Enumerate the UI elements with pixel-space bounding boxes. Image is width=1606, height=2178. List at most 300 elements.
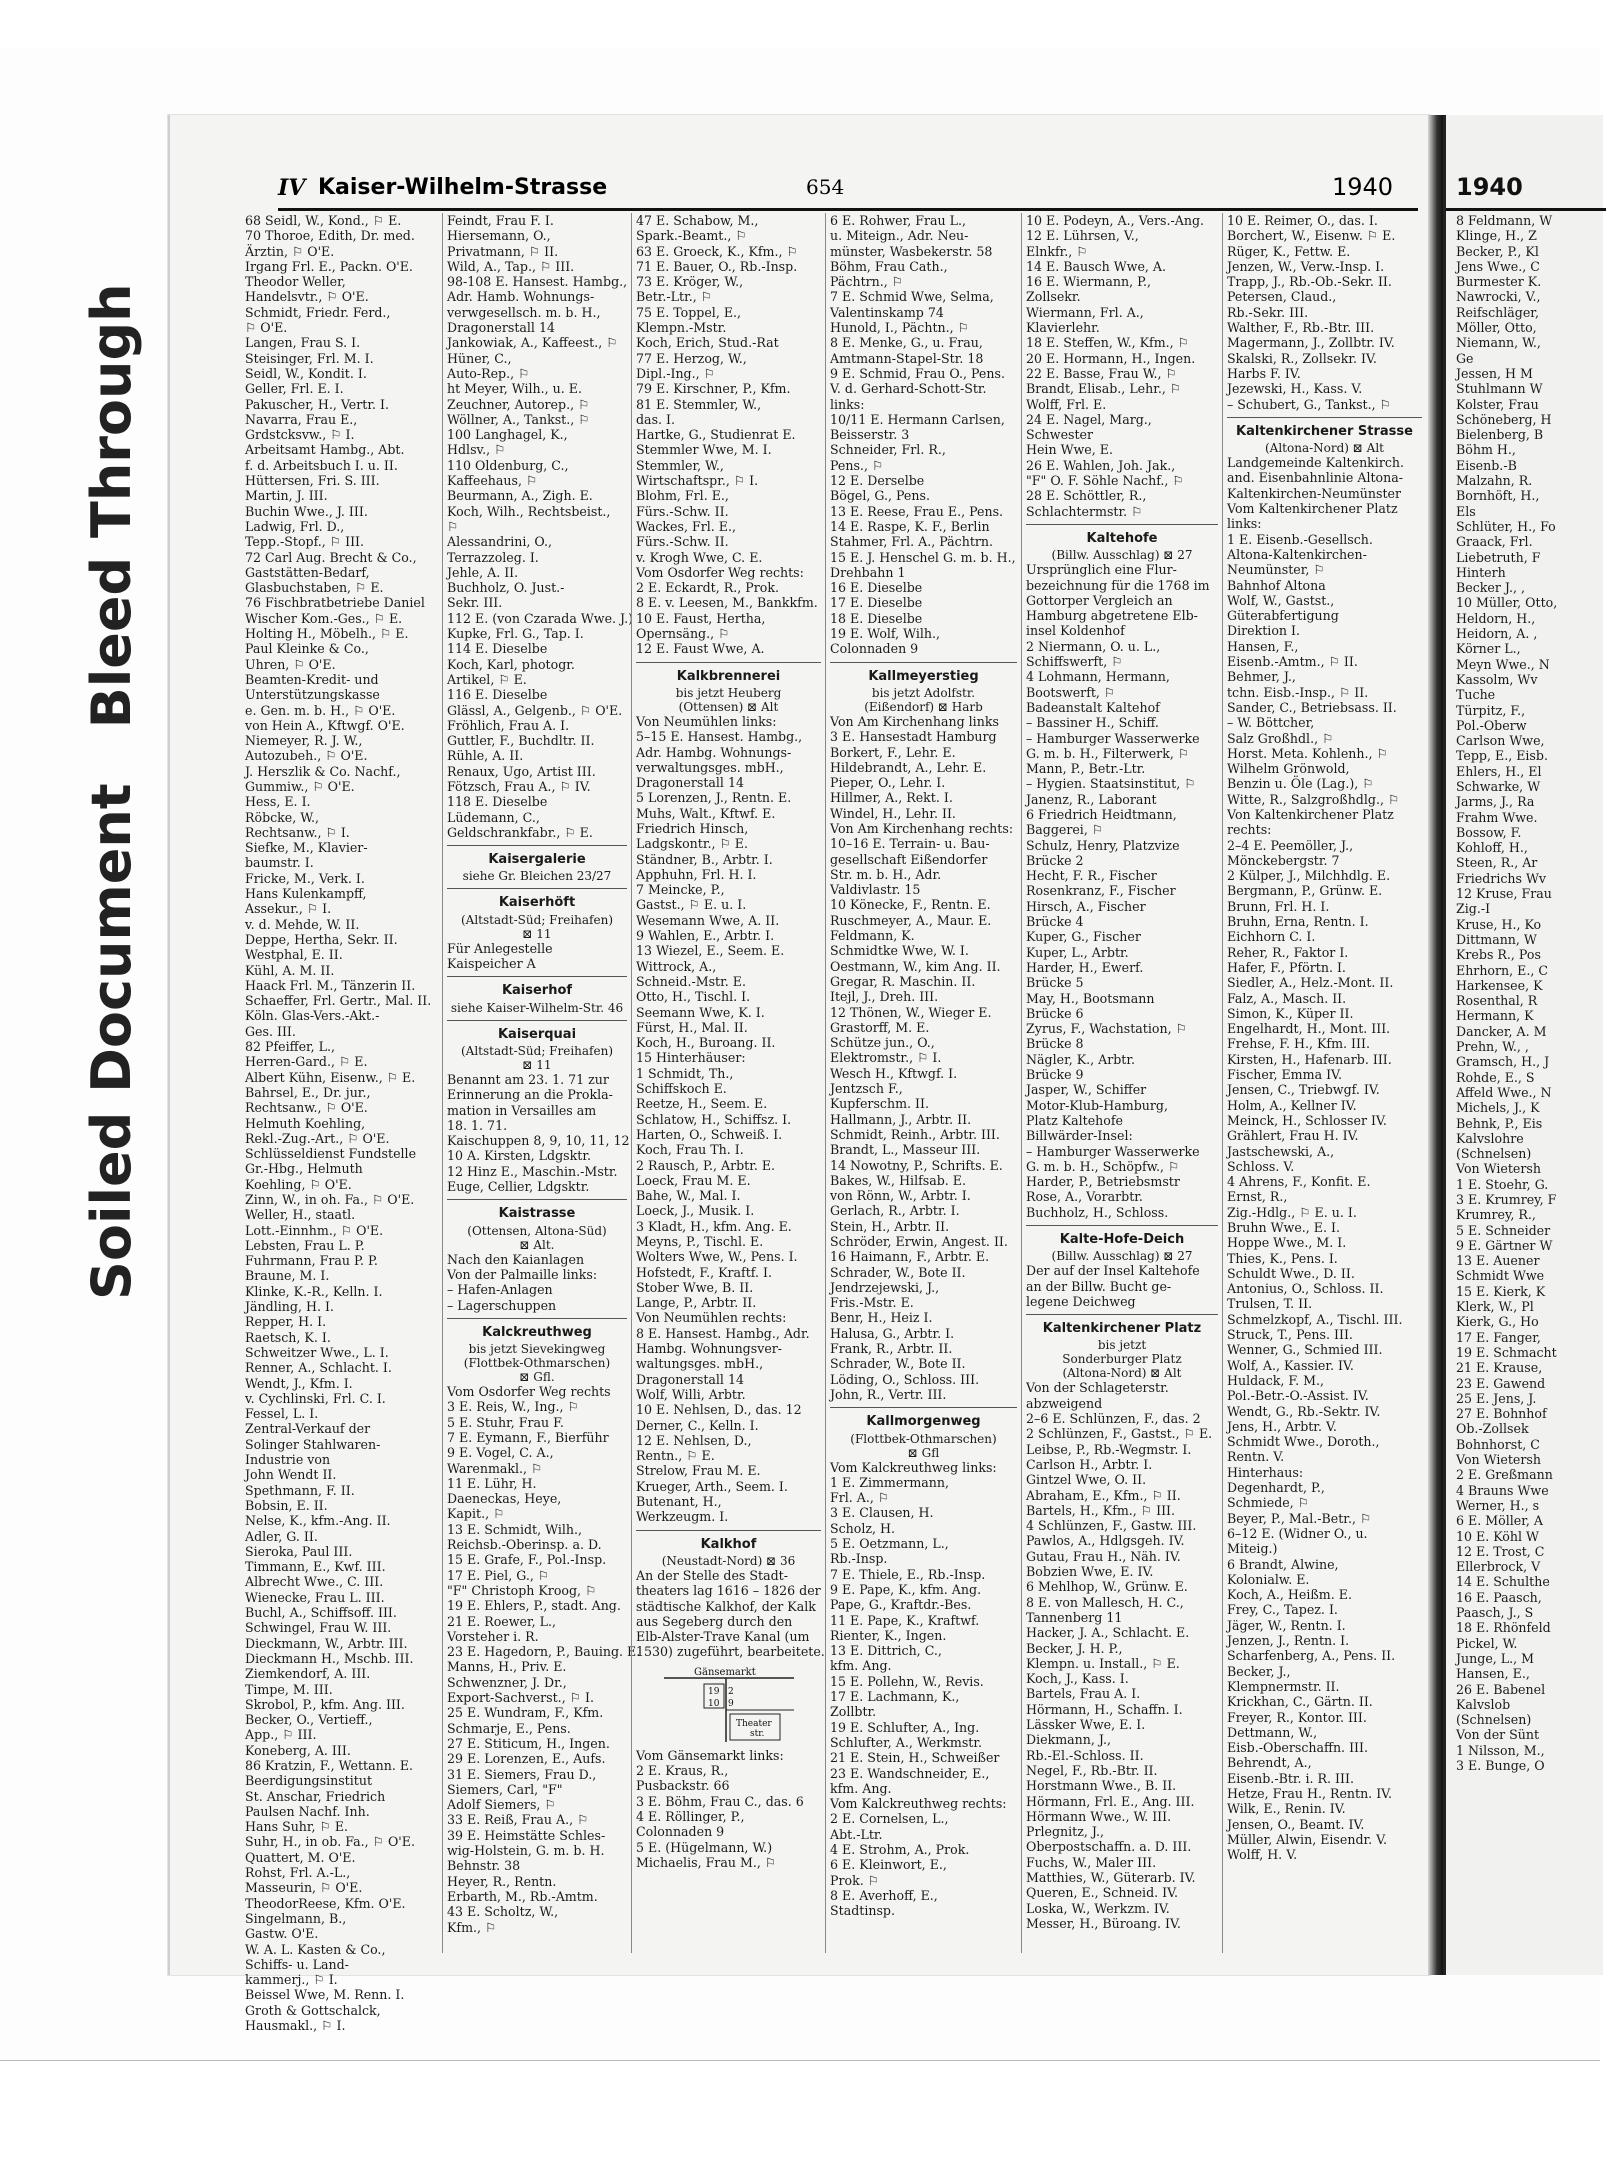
directory-entry: Bakes, W., Hilfsab. E.: [830, 1172, 967, 1188]
adjacent-page-entry: 3 E. Bunge, O: [1456, 1757, 1545, 1773]
directory-entry: Helmuth Koehling,: [245, 1115, 366, 1131]
directory-entry: Frey, C., Tapez. I.: [1227, 1602, 1338, 1618]
directory-entry: Hein Wwe, E.: [1026, 442, 1113, 458]
directory-entry: 13 E. Dittrich, C.,: [830, 1643, 942, 1659]
directory-entry: 13 E. Schmidt, Wilh.,: [447, 1521, 583, 1537]
directory-entry: Suhr, H., in ob. Fa., ⚐ O'E.: [245, 1834, 415, 1850]
directory-entry: Vom Kaltenkirchener Platz: [1227, 501, 1398, 517]
directory-entry: Rose, A., Vorarbtr.: [1026, 1189, 1143, 1205]
directory-entry: Direktion I.: [1227, 623, 1300, 639]
directory-entry: Behmer, J.,: [1227, 669, 1296, 685]
directory-entry: Kaischuppen 8, 9, 10, 11, 12: [447, 1133, 630, 1149]
directory-entry: kammerj., ⚐ I.: [245, 1972, 338, 1988]
directory-entry: Koneberg, A. III.: [245, 1742, 351, 1758]
adjacent-page-entry: Schwarke, W: [1456, 778, 1541, 794]
directory-entry: 43 E. Scholtz, W.,: [447, 1904, 559, 1920]
directory-entry: Gaststätten-Bedarf,: [245, 564, 370, 580]
directory-entry: Von der Palmaille links:: [447, 1266, 598, 1282]
directory-entry: Langen, Frau S. I.: [245, 335, 361, 351]
street-heading: Kaltenkirchener Strasse: [1227, 417, 1422, 439]
directory-entry: 79 E. Kirschner, P., Kfm.: [636, 381, 791, 397]
directory-entry: Timmann, E., Kwf. III.: [245, 1559, 386, 1575]
directory-entry: and. Eisenbahnlinie Altona-: [1227, 470, 1404, 486]
directory-entry: Trapp, J., Rb.-Ob.-Sekr. II.: [1227, 274, 1392, 290]
directory-entry: Zinn, W., in oh. Fa., ⚐ O'E.: [245, 1192, 415, 1207]
directory-entry: Benzin u. Öle (Lag.), ⚐: [1227, 776, 1374, 792]
directory-entry: Hecht, F. R., Fischer: [1026, 868, 1157, 884]
directory-entry: 12 E. Derselbe: [830, 473, 925, 489]
directory-entry: Hans Suhr, ⚐ E.: [245, 1819, 349, 1835]
directory-entry: Blohm, Frl. E.,: [636, 488, 729, 504]
directory-entry: Hofstedt, F., Kraftf. I.: [636, 1264, 772, 1280]
adjacent-page-entry: 9 E. Gärtner W: [1456, 1237, 1553, 1253]
directory-entry: Jenzen, J., Rentn. I.: [1227, 1633, 1350, 1649]
directory-entry: John Wendt II.: [245, 1467, 337, 1483]
adjacent-page-entry: Körner L.,: [1456, 641, 1521, 657]
directory-entry: 17 E. Dieselbe: [830, 595, 923, 611]
adjacent-page-entry: Von der Sünt: [1456, 1727, 1540, 1743]
book-gutter: [1428, 115, 1443, 1975]
directory-entry: Eichhorn C. I.: [1227, 929, 1316, 945]
adjacent-page-entry: Friedrichs Wv: [1456, 870, 1547, 886]
directory-entry: 9 E. Vogel, C. A.,: [447, 1445, 554, 1461]
adjacent-page-entry: Klerk, W., Pl: [1456, 1299, 1534, 1315]
directory-entry: Pens., ⚐: [830, 457, 884, 473]
directory-entry: Becker, J. H. P.,: [1026, 1640, 1123, 1656]
directory-entry: Wolff, Frl. E.: [1026, 396, 1107, 412]
directory-entry: – Hamburger Wasserwerke: [1026, 1143, 1200, 1159]
directory-entry: Wilhelm Grönwold,: [1227, 761, 1350, 777]
column-1: [245, 213, 437, 2034]
directory-entry: Loska, W., Werkzm. IV.: [1026, 1900, 1170, 1916]
street-subheading: bis jetzt Adolfstr.: [871, 685, 976, 700]
directory-entry: Industrie von: [245, 1452, 331, 1468]
directory-entry: Seemann Wwe, K. I.: [636, 1004, 765, 1020]
directory-entry: Grählert, Frau H. IV.: [1227, 1128, 1359, 1144]
directory-entry: von Hein A., Kftwgf. O'E.: [245, 717, 405, 733]
directory-entry: kfm. Ang.: [830, 1658, 892, 1674]
directory-entry: 7 Meincke, P.,: [636, 882, 725, 898]
directory-entry: Rechtsanw., ⚐ O'E.: [245, 1100, 368, 1116]
directory-entry: Simon, K., Küper II.: [1227, 1005, 1354, 1021]
adjacent-page-entry: Heidorn, A. ,: [1456, 626, 1538, 642]
column-divider: [631, 213, 632, 1953]
directory-entry: Stober Wwe, B. II.: [636, 1279, 754, 1295]
directory-entry: – Hamburger Wasserwerke: [1026, 730, 1200, 746]
directory-entry: Borkert, F., Lehr. E.: [830, 744, 956, 760]
directory-entry: Hoppe Wwe., M. I.: [1227, 1235, 1347, 1251]
directory-entry: 17 E. Lachmann, K.,: [830, 1689, 960, 1705]
directory-entry: Hacker, J. A., Schlacht. E.: [1026, 1625, 1190, 1641]
adjacent-page-entry: Meyn Wwe., N: [1456, 656, 1550, 672]
directory-entry: 70 Thoroe, Edith, Dr. med.: [245, 228, 415, 244]
directory-entry: Rüger, K., Fettw. E.: [1227, 243, 1351, 259]
directory-entry: Hiersemann, O.,: [447, 228, 551, 244]
adjacent-page-entry: Eisenb.-B: [1456, 457, 1517, 473]
directory-entry: waltungsges. mbH.,: [636, 1356, 764, 1372]
directory-entry: Schmiede, ⚐: [1227, 1495, 1310, 1511]
directory-entry: Klempn.-Mstr.: [636, 320, 727, 336]
directory-entry: Wolff, H. V.: [1227, 1847, 1298, 1863]
directory-entry: Janenz, R., Laborant: [1026, 791, 1157, 807]
adjacent-page-edge: [1443, 115, 1603, 1975]
directory-entry: Renner, A., Schlacht. I.: [245, 1360, 392, 1376]
adjacent-page-entry: 14 E. Schulthe: [1456, 1574, 1550, 1590]
directory-entry: Wittrock, A.,: [636, 958, 717, 974]
street-heading: Kaltehofe: [1026, 524, 1218, 546]
directory-entry: Windel, H., Lehr. II.: [830, 805, 956, 821]
directory-entry: Haack Frl. M., Tänzerin II.: [245, 977, 416, 993]
directory-entry: Klinke, K.-R., Kelln. I.: [245, 1283, 383, 1299]
directory-entry: Motor-Klub-Hamburg,: [1026, 1097, 1168, 1113]
directory-entry: Warenmakl., ⚐: [447, 1460, 543, 1476]
directory-entry: 10 E. Nehlsen, D., das. 12: [636, 1402, 802, 1418]
adjacent-page-entry: Schöneberg, H: [1456, 411, 1552, 427]
adjacent-page-entry: Dittmann, W: [1456, 931, 1537, 947]
directory-entry: Paulsen Nachf. Inh.: [245, 1803, 370, 1819]
directory-entry: Erinnerung an die Prokla-: [447, 1087, 613, 1103]
directory-entry: Behrendt, A.,: [1227, 1755, 1312, 1771]
directory-entry: Pawlos, A., Hdlgsgeh. IV.: [1026, 1533, 1185, 1549]
adjacent-page-entry: Tuche: [1456, 687, 1496, 703]
directory-entry: Masseurin, ⚐ O'E.: [245, 1880, 363, 1896]
directory-entry: Rekl.-Zug.-Art., ⚐ O'E.: [245, 1130, 390, 1146]
adjacent-page-entry: Von Wietersh: [1456, 1452, 1541, 1468]
directory-entry: Ruschmeyer, A., Maur. E.: [830, 912, 992, 928]
directory-entry: Lebsten, Frau L. P.: [245, 1237, 365, 1253]
street-subheading: (Ottensen, Altona-Süd): [467, 1223, 607, 1238]
map-label-number: 9: [727, 1698, 734, 1709]
directory-entry: Vom Osdorfer Weg rechts:: [636, 564, 804, 580]
adjacent-page-entry: Bielenberg, B: [1456, 427, 1544, 443]
directory-entry: Brücke 5: [1026, 975, 1084, 991]
directory-entry: 76 Fischbratbetriebe Daniel: [245, 595, 425, 611]
directory-entry: Badeanstalt Kaltehof: [1026, 699, 1160, 715]
directory-entry: Meyns, P., Tischl. E.: [636, 1234, 764, 1249]
directory-entry: Fürs.-Schw. II.: [636, 503, 729, 519]
adjacent-page-entry: Gramsch, H., J: [1456, 1054, 1550, 1070]
directory-entry: Ges. III.: [245, 1023, 296, 1039]
directory-entry: Rechtsanw., ⚐ I.: [245, 824, 350, 840]
directory-entry: Navarra, Frau E.,: [245, 411, 358, 427]
directory-entry: Eisb.-Oberschaffn. III.: [1227, 1740, 1368, 1756]
street-subheading: (Neustadt-Nord) ⊠ 36: [661, 1553, 796, 1568]
directory-entry: 23 E. Hagedorn, P., Bauing. E.: [447, 1644, 641, 1660]
street-subheading: siehe Kaiser-Wilhelm-Str. 46: [450, 1000, 624, 1015]
directory-entry: 10 Könecke, F., Rentn. E.: [830, 897, 991, 913]
directory-entry: Ladwig, Frl. D.,: [245, 518, 345, 534]
adjacent-page-entry: Ob.-Zollsek: [1456, 1421, 1529, 1437]
header-rule: [278, 208, 1418, 211]
directory-entry: 29 E. Lorenzen, E., Aufs.: [447, 1751, 606, 1767]
directory-entry: Löding, O., Schloss. III.: [830, 1371, 980, 1387]
directory-entry: legene Deichweg: [1026, 1293, 1136, 1309]
directory-entry: 110 Oldenburg, C.,: [447, 457, 569, 473]
directory-entry: Handelsvtr., ⚐ O'E.: [245, 289, 369, 305]
directory-entry: 12 E. Faust Wwe, A.: [636, 641, 765, 657]
directory-entry: ⚐: [447, 518, 459, 534]
directory-entry: Wesch H., Kftwgf. I.: [830, 1065, 958, 1081]
adjacent-page-entry: Klinge, H., Z: [1456, 228, 1537, 244]
directory-entry: Sekr. III.: [447, 595, 503, 611]
directory-entry: 6 E. Kleinwort, E.,: [830, 1857, 947, 1873]
directory-entry: Kühl, A. M. II.: [245, 962, 335, 978]
street-heading: Kallmeyerstieg: [830, 662, 1017, 684]
column-divider: [1222, 213, 1223, 1953]
adjacent-page-entry: Jens Wwe., C: [1456, 258, 1540, 274]
directory-entry: 11 E. Pape, K., Kraftwf.: [830, 1612, 980, 1628]
adjacent-page-entry: Ge: [1456, 350, 1474, 366]
directory-entry: G. m. b. H., Schöpfw., ⚐: [1026, 1158, 1180, 1174]
bottom-margin: [0, 2060, 1600, 2178]
directory-entry: Kaffeehaus, ⚐: [447, 473, 538, 489]
adjacent-page-entry: Prehn, W., ,: [1456, 1039, 1529, 1055]
street-subheading: bis jetzt: [1097, 1338, 1147, 1353]
directory-entry: Vom Kalckreuthweg links:: [830, 1459, 997, 1475]
directory-entry: an der Billw. Bucht ge-: [1026, 1278, 1172, 1294]
directory-entry: Hallmann, J., Arbtr. II.: [830, 1111, 972, 1127]
directory-entry: Rienter, K., Ingen.: [830, 1627, 947, 1643]
directory-entry: Wolf, Willi, Arbtr.: [636, 1386, 746, 1402]
directory-entry: Salz Großhdl., ⚐: [1227, 730, 1334, 746]
directory-entry: Brücke 6: [1026, 1005, 1084, 1021]
directory-entry: Koch, J., Kass. I.: [1026, 1671, 1129, 1687]
directory-entry: 1 E. Eisenb.-Gesellsch.: [1227, 531, 1373, 547]
adjacent-page-entry: 16 E. Paasch,: [1456, 1589, 1542, 1605]
directory-entry: Leibse, P., Rb.-Wegmstr. I.: [1026, 1441, 1192, 1457]
directory-entry: – W. Böttcher,: [1227, 715, 1315, 731]
directory-entry: Pol.-Betr.-O.-Assist. IV.: [1227, 1388, 1369, 1404]
adjacent-page-entry: Heldorn, H.,: [1456, 610, 1536, 626]
street-heading: Kaiserquai: [447, 1020, 627, 1042]
directory-entry: Von Am Kirchenhang links: [830, 713, 999, 729]
directory-entry: Jäger, W., Rentn. I.: [1227, 1617, 1346, 1633]
adjacent-page-entry: Ehrhorn, E., C: [1456, 962, 1548, 978]
directory-entry: Hamburg abgetretene Elb-: [1026, 608, 1198, 624]
directory-entry: 14 Nowotny, P., Schrifts. E.: [830, 1157, 1003, 1173]
directory-entry: 18. 1. 71.: [447, 1117, 508, 1133]
directory-entry: Glasbuchstaben, ⚐ E.: [245, 580, 384, 596]
directory-entry: Spark.-Beamt., ⚐: [636, 228, 747, 244]
directory-entry: Hafer, F., Pförtn. I.: [1227, 959, 1346, 975]
directory-entry: Rühle, A. II.: [447, 748, 524, 764]
directory-entry: Erbarth, M., Rb.-Amtm.: [447, 1888, 598, 1904]
directory-entry: 15 Hinterhäuser:: [636, 1050, 746, 1066]
directory-entry: TheodorReese, Kfm. O'E.: [245, 1895, 406, 1911]
directory-entry: Drehbahn 1: [830, 564, 906, 580]
adjacent-page-entry: Affeld Wwe., N: [1456, 1084, 1552, 1100]
directory-entry: 10/11 E. Hermann Carlsen,: [830, 411, 1005, 427]
directory-entry: Trulsen, T. II.: [1227, 1296, 1313, 1312]
directory-entry: Beissel Wwe, M. Renn. I.: [245, 1987, 405, 2003]
directory-entry: von Rönn, W., Arbtr. I.: [830, 1188, 971, 1204]
directory-entry: rechts:: [1227, 822, 1272, 838]
directory-entry: Rb.-Insp.: [830, 1551, 888, 1567]
adjacent-page-entry: Pickel, W.: [1456, 1635, 1518, 1651]
directory-entry: Becker, J.,: [1227, 1663, 1291, 1679]
directory-entry: Klempn. u. Install., ⚐ E.: [1026, 1655, 1180, 1671]
directory-entry: Repper, H. I.: [245, 1314, 327, 1330]
directory-entry: Beisserstr. 3: [830, 427, 910, 443]
directory-entry: Feindt, Frau F. I.: [447, 213, 554, 228]
directory-entry: Zollsekr.: [1026, 289, 1081, 305]
directory-entry: Rosenkranz, F., Fischer: [1026, 883, 1176, 899]
directory-entry: Bahe, W., Mal. I.: [636, 1188, 741, 1204]
adjacent-page-entry: Bornhöft, H.,: [1456, 488, 1540, 504]
directory-entry: Bahnhof Altona: [1227, 577, 1326, 593]
directory-entry: Fürst, H., Mal. II.: [636, 1019, 748, 1035]
column-divider: [442, 213, 443, 1953]
directory-entry: Timpe, M. III.: [245, 1681, 333, 1697]
directory-entry: Tannenberg 11: [1026, 1609, 1123, 1625]
directory-entry: 2–6 E. Schlünzen, F., das. 2: [1026, 1411, 1201, 1427]
directory-entry: Kuper, G., Fischer: [1026, 929, 1141, 945]
directory-entry: Oberpostschaffn. a. D. III.: [1026, 1839, 1192, 1855]
directory-entry: Valentinskamp 74: [830, 304, 944, 320]
directory-entry: Platz Kaltehofe: [1026, 1112, 1123, 1128]
directory-entry: Von Neumühlen rechts:: [636, 1310, 787, 1326]
directory-entry: Abt.-Ltr.: [830, 1826, 883, 1842]
directory-entry: 15 E. J. Henschel G. m. b. H.,: [830, 549, 1016, 565]
directory-entry: Autozubeh., ⚐ O'E.: [245, 748, 368, 764]
directory-entry: St. Anschar, Friedrich: [245, 1788, 386, 1804]
directory-entry: 10 E. Reimer, O., das. I.: [1227, 213, 1378, 228]
directory-entry: städtische Kalkhof, der Kalk: [636, 1598, 816, 1614]
directory-entry: Ladgskontr., ⚐ E.: [636, 836, 748, 852]
directory-entry: V. d. Gerhard-Schott-Str.: [830, 381, 987, 397]
adjacent-page-entry: Krumrey, R.,: [1456, 1207, 1536, 1223]
directory-entry: Michaelis, Frau M., ⚐: [636, 1854, 777, 1870]
directory-entry: 75 E. Toppel, E.,: [636, 304, 742, 320]
directory-entry: verwaltungsges. mbH.,: [636, 759, 784, 775]
directory-entry: Beyer, P., Mal.-Betr., ⚐: [1227, 1510, 1372, 1526]
directory-entry: Assekur., ⚐ I.: [245, 901, 332, 917]
directory-entry: Gastst., ⚐ E. u. I.: [636, 897, 747, 913]
directory-entry: Albert Kühn, Eisenw., ⚐ E.: [245, 1069, 416, 1085]
street-heading: Kalckreuthweg: [447, 1318, 627, 1340]
directory-entry: Martin, J. III.: [245, 488, 328, 504]
directory-entry: 3 Kladt, H., kfm. Ang. E.: [636, 1218, 792, 1234]
adjacent-page-entry: Michels, J., K: [1456, 1100, 1540, 1116]
directory-entry: Grdstcksvw., ⚐ I.: [245, 427, 355, 443]
directory-entry: Koch, A., Heißm. E.: [1227, 1587, 1352, 1603]
adjacent-page-entry: Paasch, J., S: [1456, 1605, 1534, 1621]
directory-entry: Schwingel, Frau W. III.: [245, 1620, 392, 1636]
directory-entry: May, H., Bootsmann: [1026, 990, 1155, 1006]
directory-entry: Kfm., ⚐: [447, 1919, 497, 1935]
street-subheading: bis jetzt Sievekingweg: [468, 1342, 606, 1357]
directory-entry: 9 E. Schmid, Frau O., Pens.: [830, 365, 1005, 381]
directory-entry: 4 Schlünzen, F., Gastw. III.: [1026, 1518, 1197, 1534]
directory-entry: Schneid.-Mstr. E.: [636, 973, 746, 989]
directory-entry: 10 E. Podeyn, A., Vers.-Ang.: [1026, 213, 1205, 228]
directory-entry: Elektromstr., ⚐ I.: [830, 1050, 942, 1066]
street-heading: Kaiserhöft: [447, 888, 627, 910]
adjacent-page-entry: 18 E. Rhönfeld: [1456, 1620, 1551, 1636]
directory-entry: 3 E. Böhm, Frau C., das. 6: [636, 1793, 804, 1809]
directory-entry: Fessel, L. I.: [245, 1406, 319, 1422]
directory-entry: Schlüsseldienst Fundstelle: [245, 1146, 417, 1162]
adjacent-page-entry: 17 E. Fanger,: [1456, 1329, 1541, 1345]
street-heading: Kallmorgenweg: [830, 1407, 1017, 1429]
directory-entry: Holm, A., Kellner IV.: [1227, 1097, 1357, 1113]
directory-entry: Ursprünglich eine Flur-: [1026, 562, 1177, 578]
directory-entry: Jasper, W., Schiffer: [1026, 1082, 1147, 1098]
directory-entry: Schlachtermstr. ⚐: [1026, 503, 1143, 519]
directory-entry: Hansen, F.,: [1227, 638, 1299, 654]
directory-entry: Schütze jun., O.,: [830, 1035, 935, 1051]
directory-entry: Von der Schlageterstr.: [1026, 1380, 1169, 1396]
directory-entry: Halusa, G., Arbtr. I.: [830, 1325, 955, 1341]
directory-entry: Baggerei, ⚐: [1026, 822, 1104, 838]
adjacent-page-entry: Jarms, J., Ra: [1456, 794, 1535, 810]
directory-entry: Bahrsel, E., Dr. jur.,: [245, 1084, 371, 1100]
directory-entry: ht Meyer, Wilh., u. E.: [447, 381, 582, 397]
directory-entry: Loeck, J., Musik. I.: [636, 1203, 755, 1219]
directory-entry: Vom Gänsemarkt links:: [636, 1747, 784, 1763]
directory-entry: Werkzeugm. I.: [636, 1509, 729, 1525]
directory-entry: 15 E. Grafe, F., Pol.-Insp.: [447, 1552, 607, 1568]
map-label-gaensemarkt: Gänsemarkt: [693, 1666, 756, 1678]
directory-entry: Gregar, R. Maschin. II.: [830, 973, 976, 989]
directory-entry: Schiffskoch E.: [636, 1081, 727, 1097]
directory-entry: Wendt, J., Kfm. I.: [245, 1375, 353, 1391]
directory-entry: Fötzsch, Frau A., ⚐ IV.: [447, 778, 591, 794]
directory-entry: 33 E. Reiß, Frau A., ⚐: [447, 1812, 589, 1828]
adjacent-page-entry: 10 E. Köhl W: [1456, 1528, 1539, 1544]
directory-entry: 118 E. Dieselbe: [447, 794, 548, 810]
directory-entry: Billwärder-Insel:: [1026, 1128, 1133, 1144]
directory-entry: Altona-Kaltenkirchen-: [1227, 546, 1367, 562]
directory-entry: Schröder, Erwin, Angest. II.: [830, 1234, 1008, 1249]
directory-entry: Vorsteher i. R.: [447, 1628, 539, 1644]
directory-entry: Nelse, K., kfm.-Ang. II.: [245, 1513, 391, 1529]
directory-entry: 2 Schlünzen, F., Gastst., ⚐ E.: [1026, 1426, 1213, 1442]
directory-entry: 1530) zugeführt, bearbeitete.: [636, 1644, 825, 1660]
directory-entry: Jändling, H. I.: [245, 1299, 334, 1315]
directory-entry: Amtmann-Stapel-Str. 18: [830, 350, 984, 366]
directory-entry: 19 E. Schlufter, A., Ing.: [830, 1719, 980, 1735]
directory-entry: Gastw. O'E.: [245, 1926, 319, 1942]
directory-entry: – Hafen-Anlagen: [447, 1282, 553, 1298]
directory-entry: Struck, T., Pens. III.: [1227, 1327, 1353, 1343]
directory-entry: Hans Kulenkampff,: [245, 886, 367, 902]
directory-entry: Lott.-Einnhm., ⚐ O'E.: [245, 1222, 384, 1238]
adjacent-page-entry: Burmester K.: [1456, 274, 1542, 290]
directory-entry: Brücke 2: [1026, 852, 1084, 868]
directory-entry: Brandt, L., Masseur III.: [830, 1142, 981, 1158]
directory-entry: Von Neumühlen links:: [636, 713, 777, 729]
adjacent-page-entry: Kalvslohre: [1456, 1130, 1524, 1146]
directory-entry: Friedrich Hinsch,: [636, 820, 749, 836]
directory-entry: 13 Wiezel, E., Seem. E.: [636, 943, 785, 959]
directory-entry: Benannt am 23. 1. 71 zur: [447, 1071, 609, 1087]
directory-entry: Wienecke, Frau L. III.: [245, 1589, 385, 1605]
directory-entry: ⚐ O'E.: [245, 320, 288, 336]
directory-entry: John, R., Vertr. III.: [830, 1386, 947, 1402]
directory-entry: Schiffs- u. Land-: [245, 1956, 349, 1972]
directory-entry: 14 E. Bausch Wwe, A.: [1026, 258, 1167, 274]
directory-entry: 86 Kratzin, F., Wettann. E.: [245, 1757, 414, 1773]
directory-entry: Jenzen, W., Verw.-Insp. I.: [1227, 258, 1385, 274]
street-heading: Kaistrasse: [447, 1199, 627, 1221]
directory-entry: Wenner, G., Schmied III.: [1227, 1342, 1383, 1358]
directory-entry: Holting H., Möbelh., ⚐ E.: [245, 626, 409, 642]
adjacent-page-entry: Kruse, H., Ko: [1456, 916, 1542, 932]
directory-entry: Jensen, O., Beamt. IV.: [1227, 1816, 1365, 1832]
directory-entry: 10 A. Kirsten, Ldgsktr.: [447, 1148, 591, 1164]
directory-entry: Dettmann, W.,: [1227, 1724, 1318, 1740]
